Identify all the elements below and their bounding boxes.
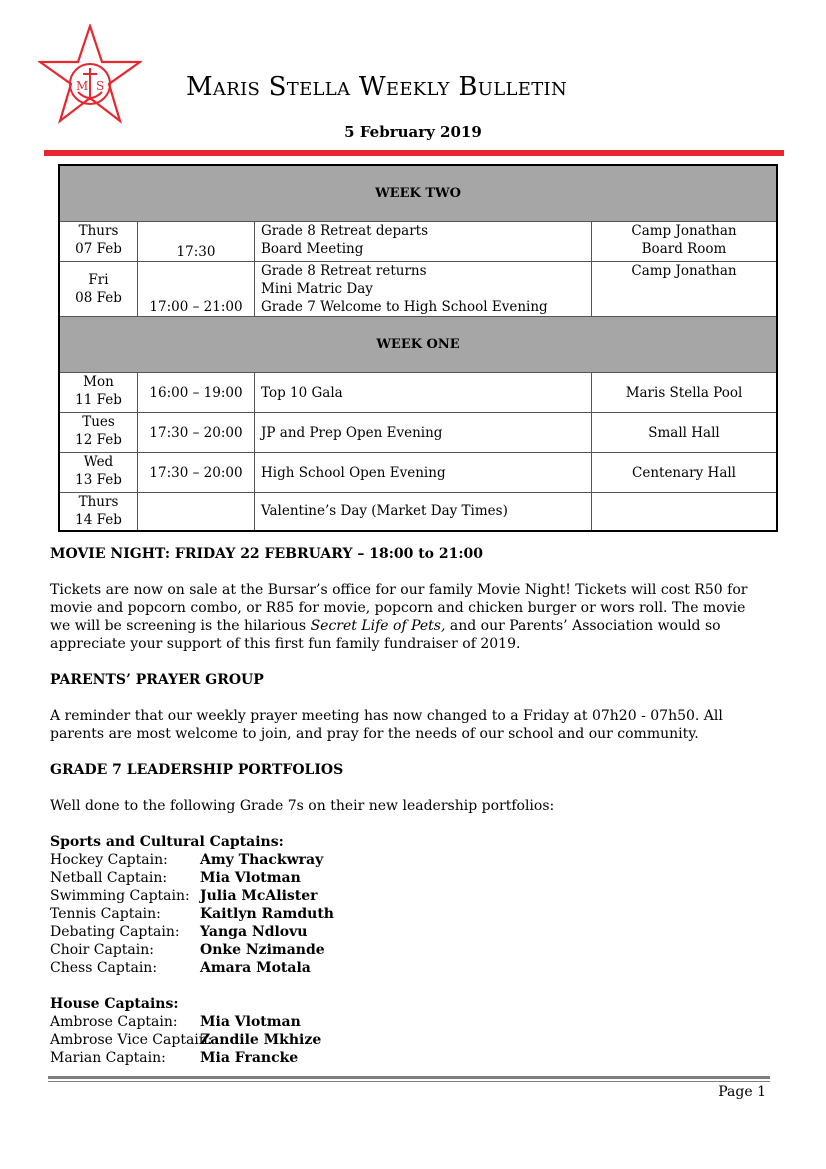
role-label: Choir Captain: [50, 942, 154, 958]
event-cell: High School Open Evening [255, 453, 592, 493]
bulletin-title: Maris Stella Weekly Bulletin [186, 72, 567, 102]
captain-name: Mia Vlotman [200, 1014, 301, 1030]
table-row [59, 413, 777, 453]
captain-name: Amy Thackwray [200, 852, 324, 868]
time-cell: 17:30 – 20:00 [138, 453, 255, 493]
event-line: Mini Matric Day [261, 281, 373, 297]
role-label: Netball Captain: [50, 870, 168, 886]
prayer-group-heading: PARENTS’ PRAYER GROUP [50, 672, 264, 688]
day-cell [59, 453, 138, 493]
table-row [59, 222, 777, 262]
day-cell [59, 373, 138, 413]
venue-line: Camp Jonathan [631, 223, 737, 239]
schedule-table [58, 164, 778, 532]
captain-name: Onke Nzimande [200, 942, 325, 958]
table-row [59, 373, 777, 413]
day-date: 14 Feb [75, 512, 122, 528]
role-label: Hockey Captain: [50, 852, 168, 868]
venue-cell: Small Hall [592, 413, 778, 453]
event-line: Grade 8 Retreat departs [261, 223, 429, 239]
venue-cell [592, 222, 778, 262]
list-item [50, 869, 770, 887]
time-cell: 17:30 – 20:00 [138, 413, 255, 453]
role-label: Debating Captain: [50, 924, 180, 940]
captain-name: Zandile Mkhize [200, 1032, 322, 1048]
captain-name: Mia Francke [200, 1050, 299, 1066]
day-cell [59, 413, 138, 453]
event-cell: Valentine’s Day (Market Day Times) [255, 493, 592, 531]
day-date: 12 Feb [75, 432, 122, 448]
role-label: Ambrose Captain: [50, 1014, 178, 1030]
role-label: Tennis Captain: [50, 906, 161, 922]
time-cell: 16:00 – 19:00 [138, 373, 255, 413]
bulletin-body [50, 545, 770, 1067]
venue-line: Board Room [641, 241, 727, 257]
event-cell [255, 262, 592, 317]
day-name: Tues [82, 414, 115, 430]
week-one-label: WEEK ONE [59, 317, 777, 373]
day-cell [59, 493, 138, 531]
day-name: Wed [83, 454, 114, 470]
list-item [50, 851, 770, 869]
leadership-intro: Well done to the following Grade 7s on their new leadership portfolios: [50, 798, 555, 814]
table-row [59, 453, 777, 493]
svg-text:S: S [96, 79, 105, 93]
venue-cell [592, 262, 778, 317]
role-label: Chess Captain: [50, 960, 158, 976]
footer-divider-thin [48, 1081, 770, 1082]
list-item [50, 1031, 770, 1049]
event-cell: JP and Prep Open Evening [255, 413, 592, 453]
list-item [50, 1049, 770, 1067]
list-item [50, 923, 770, 941]
role-label: Ambrose Vice Captain: [50, 1032, 213, 1048]
movie-night-text [50, 581, 770, 653]
captain-name: Mia Vlotman [200, 870, 301, 886]
header-divider [44, 150, 784, 156]
school-crest-logo [38, 24, 142, 128]
movie-text-part: Tickets are now on sale at the Bursar’s office for our family Movie Night! Tickets will cost R50 for movie and popcorn combo, or R85 for movie, popcorn and chicken burger or wors roll. The movie we will be screening is the hilarious [50, 582, 748, 634]
leadership-heading: GRADE 7 LEADERSHIP PORTFOLIOS [50, 762, 344, 778]
day-cell [59, 222, 138, 262]
event-line: Board Meeting [261, 241, 364, 257]
time-cell [138, 493, 255, 531]
event-line: Grade 7 Welcome to High School Evening [261, 299, 548, 315]
day-date: 11 Feb [75, 392, 122, 408]
venue-cell: Maris Stella Pool [592, 373, 778, 413]
day-cell [59, 262, 138, 317]
day-date: 07 Feb [75, 241, 122, 257]
list-item [50, 941, 770, 959]
event-cell: Top 10 Gala [255, 373, 592, 413]
day-name: Thurs [78, 223, 119, 239]
bulletin-date: 5 February 2019 [344, 123, 482, 141]
footer-divider [48, 1076, 770, 1079]
captain-name: Julia McAlister [200, 888, 318, 904]
time-cell: 17:00 – 21:00 [138, 262, 255, 317]
movie-text-part: and our Parents’ Association would so appreciate your support of this first fun family fundraiser of 2019. [50, 618, 721, 652]
day-date: 13 Feb [75, 472, 122, 488]
week-two-header-row [59, 165, 777, 222]
house-captains-heading: House Captains: [50, 996, 179, 1012]
day-date: 08 Feb [75, 290, 122, 306]
captain-name: Yanga Ndlovu [200, 924, 308, 940]
day-name: Mon [83, 374, 114, 390]
day-name: Fri [88, 272, 109, 288]
sports-captains-heading: Sports and Cultural Captains: [50, 834, 284, 850]
captain-name: Amara Motala [200, 960, 311, 976]
list-item [50, 1013, 770, 1031]
day-name: Thurs [78, 494, 119, 510]
venue-line: Camp Jonathan [631, 263, 737, 279]
movie-title: Secret Life of Pets, [310, 618, 446, 634]
list-item [50, 887, 770, 905]
prayer-group-text: A reminder that our weekly prayer meeting has now changed to a Friday at 07h20 - 07h50. All parents are most welcome to join, and pray for the needs of our school and our community. [50, 708, 723, 742]
movie-night-heading: MOVIE NIGHT: FRIDAY 22 FEBRUARY – 18:00 to 21:00 [50, 546, 484, 562]
venue-cell: Centenary Hall [592, 453, 778, 493]
page-number: Page 1 [718, 1084, 766, 1100]
list-item [50, 959, 770, 977]
table-row [59, 493, 777, 531]
week-one-header-row [59, 317, 777, 373]
svg-text:M: M [76, 79, 89, 93]
captain-name: Kaitlyn Ramduth [200, 906, 334, 922]
event-cell [255, 222, 592, 262]
week-two-label: WEEK TWO [59, 165, 777, 222]
list-item [50, 905, 770, 923]
time-cell: 17:30 [138, 222, 255, 262]
table-row [59, 262, 777, 317]
event-line: Grade 8 Retreat returns [261, 263, 427, 279]
role-label: Swimming Captain: [50, 888, 190, 904]
venue-cell [592, 493, 778, 531]
role-label: Marian Captain: [50, 1050, 166, 1066]
